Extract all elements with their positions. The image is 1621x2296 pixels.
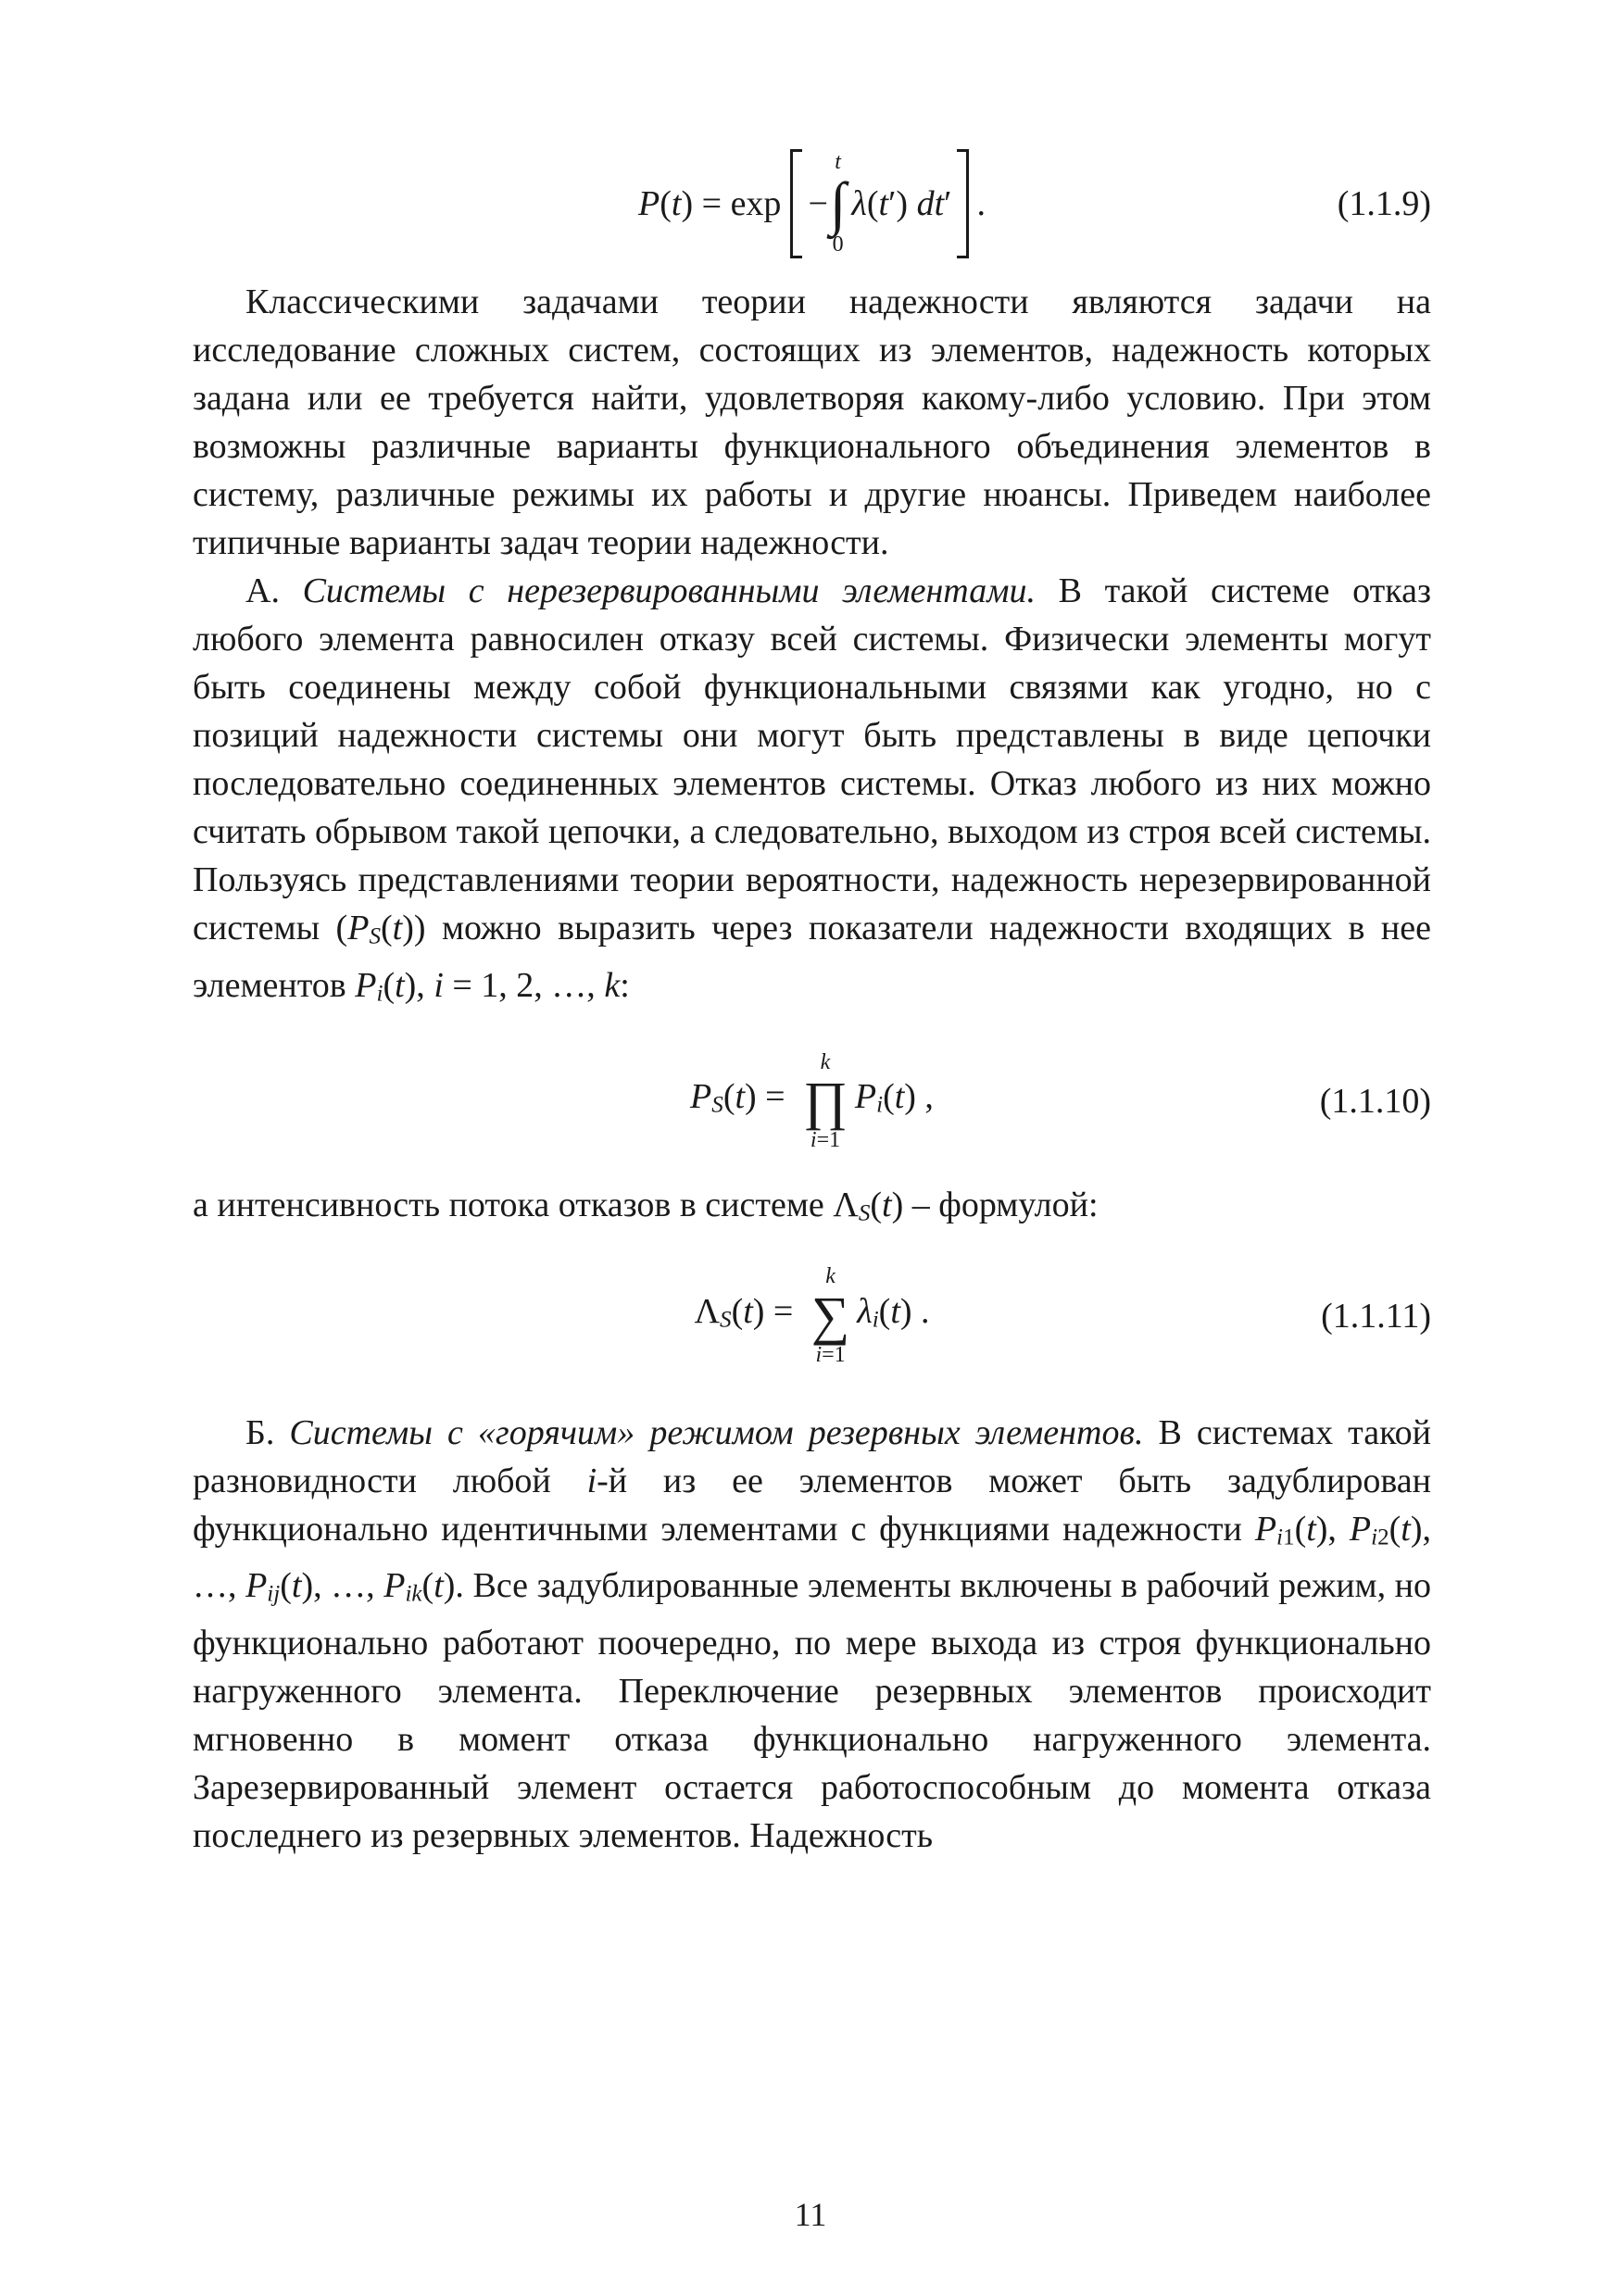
text-run: t (743, 1291, 753, 1331)
sum-sign: ∑ (810, 1285, 850, 1346)
text-run: Б. (245, 1412, 290, 1452)
text-run: ( (866, 184, 879, 223)
equation-lhs (690, 1073, 794, 1130)
integral (830, 151, 847, 257)
text-run: i (810, 1128, 817, 1152)
text-run: ), …, (193, 1509, 1431, 1605)
minus-sign: − (808, 184, 828, 223)
equation-lhs (694, 1287, 801, 1345)
text-run: Λ (833, 1186, 859, 1224)
paragraph-section-b (193, 1409, 1431, 1860)
text-run: Системы с нерезервированными элементами. (302, 571, 1036, 610)
text-run: t (434, 1566, 444, 1605)
text-run: t (392, 909, 403, 947)
text-run: t (671, 184, 682, 223)
text-run: λ (857, 1291, 873, 1331)
text-run: t (735, 1077, 746, 1117)
equation-number: (1.1.11) (1321, 1296, 1431, 1336)
text-run: t (1401, 1509, 1411, 1549)
text-run: Классическими задачами теории надежности являются задачи на исследование сложных систем, состоящих из элементов, надежность которых задана или ее требуется найти, удовлетворяя какому-либо условию. При этом возможны различные варианты функционального объединения элементов в систему, различные режимы их работы и другие нюансы. Приведем наиболее типичные варианты задач теории надежности. (193, 282, 1431, 562)
text-run: P (690, 1077, 712, 1117)
text-run: А. (245, 571, 303, 610)
text-run: P (1254, 1509, 1277, 1549)
text-run: Λ (694, 1291, 721, 1331)
text-run: S (720, 1307, 732, 1333)
text-run: ), (404, 965, 434, 1005)
text-run: ( (883, 1077, 895, 1117)
text-run: = 1, 2, …, (443, 965, 605, 1005)
text-run: а интенсивность потока отказов в системе (193, 1186, 834, 1224)
text-run: P (347, 909, 370, 947)
integrand (851, 180, 951, 228)
text-run: i (872, 1307, 879, 1333)
text-run: ( (660, 184, 672, 223)
text-run: P (383, 1566, 406, 1605)
text-run: ) . (899, 1291, 930, 1331)
text-run: t (1306, 1509, 1316, 1549)
text-run: . (976, 184, 986, 223)
text-run: ), …, (301, 1566, 384, 1605)
text-run: i (815, 1342, 823, 1367)
text-run: ) = (745, 1077, 795, 1117)
equation-body (855, 1073, 934, 1130)
text-run: ) – формулой: (891, 1186, 1099, 1224)
text-run: P (1349, 1509, 1372, 1549)
product-sign: ∏ (803, 1071, 848, 1131)
integral-upper-limit: t (835, 149, 841, 174)
text-run: ( (1389, 1509, 1401, 1549)
text-run: t (882, 1186, 892, 1224)
text-run: k (825, 1264, 836, 1289)
text-run: ( (421, 1566, 434, 1605)
text-run: t (395, 965, 405, 1005)
text-run: ) , (904, 1077, 934, 1117)
sum-operator (811, 1264, 849, 1367)
text-run: i (1276, 1524, 1284, 1549)
sum-lower-limit (815, 1343, 845, 1367)
equation-1-1-9 (193, 144, 1431, 263)
right-bracket (957, 149, 969, 258)
text-run: ). Все задублированные элементы включены в рабочий режим, но функционально работают поочередно, по мере выхода из строя функционально нагруженного элемента. Переключение резервных элементов происходит мгновенно в момент отказа функционально нагруженного элемента. Зарезервированный элемент остается работоспособным до момента отказа последнего из резервных элементов. Надежность (193, 1566, 1431, 1855)
text-run: P (245, 1566, 268, 1605)
text-run: ( (380, 909, 393, 947)
product-operator (803, 1050, 848, 1153)
paragraph-intro (193, 278, 1431, 567)
text-run: i (1371, 1524, 1378, 1549)
text-run: Системы с «горячим» режимом резервных элементов. (289, 1412, 1144, 1452)
text-run: ( (870, 1186, 883, 1224)
text-run: ′ (944, 184, 952, 223)
product-lower-limit (810, 1128, 840, 1152)
equation-tail (976, 180, 986, 228)
text-run: 1 (1283, 1524, 1295, 1549)
text-run: ( (280, 1566, 292, 1605)
text-run: i (376, 981, 383, 1006)
text-run: ij (267, 1581, 281, 1607)
text-run: P (638, 184, 660, 223)
text-run: ( (731, 1291, 744, 1331)
paragraph-between-formulas (193, 1181, 1431, 1238)
text-run: ), (1315, 1509, 1350, 1549)
text-run: λ (851, 184, 867, 223)
text-run: ( (878, 1291, 891, 1331)
text-run: 2 (1377, 1524, 1389, 1549)
text-run: P (854, 1077, 877, 1117)
text-run: ik (405, 1581, 422, 1607)
equation-number: (1.1.10) (1319, 1082, 1431, 1121)
text-run: t (291, 1566, 302, 1605)
text-run: i (876, 1092, 884, 1118)
text-run: k (604, 965, 621, 1005)
text-run: k (820, 1049, 831, 1074)
integral-sign: ∫ (829, 170, 847, 236)
text-run: ′) (888, 184, 917, 223)
text-run: i (586, 1461, 597, 1500)
equation-body (857, 1287, 929, 1345)
text-run: S (369, 923, 381, 949)
text-run: P (355, 965, 377, 1005)
text-run: S (711, 1092, 723, 1118)
equation-1-1-10 (193, 1040, 1431, 1162)
equation-lhs (638, 180, 781, 228)
text-run: ( (1294, 1509, 1307, 1549)
text-run: S (858, 1200, 871, 1226)
text-run: )) можно выразить через показатели надежности входящих в нее элементов (193, 909, 1431, 1005)
paragraph-section-a (193, 567, 1431, 1018)
text-run: ( (383, 965, 396, 1005)
text-run: ) = exp (681, 184, 782, 223)
text-run: ) = (752, 1291, 802, 1331)
text-run: =1 (822, 1342, 846, 1367)
text-run: : (620, 965, 630, 1005)
text-run: В такой системе отказ любого элемента равносилен отказу всей системы. Физически элементы могут быть соединены между собой функциональными связями как угодно, но с позиций надежности системы они могут быть представлены в виде цепочки последовательно соединенных элементов системы. Отказ любого из них можно считать обрывом такой цепочки, а следовательно, выходом из строя всей системы. Пользуясь представлениями теории вероятности, надежность нерезервированной системы ( (193, 571, 1431, 947)
text-run: i (434, 965, 444, 1005)
text-run: ( (723, 1077, 735, 1117)
text-run: t (890, 1291, 900, 1331)
text-run: =1 (816, 1128, 841, 1152)
integral-lower-limit: 0 (832, 232, 844, 257)
page-number: 11 (794, 2196, 827, 2233)
text-run: -й из ее элементов может быть задублирован функционально идентичными элементами с функциями надежности (193, 1461, 1431, 1549)
text-run: t (878, 184, 889, 223)
text-run: dt (916, 184, 945, 223)
equation-1-1-11 (193, 1255, 1431, 1377)
text-run: t (894, 1077, 905, 1117)
left-bracket (790, 149, 802, 258)
equation-number: (1.1.9) (1337, 184, 1431, 223)
text-run: В системах такой разновидности любой (193, 1412, 1431, 1500)
